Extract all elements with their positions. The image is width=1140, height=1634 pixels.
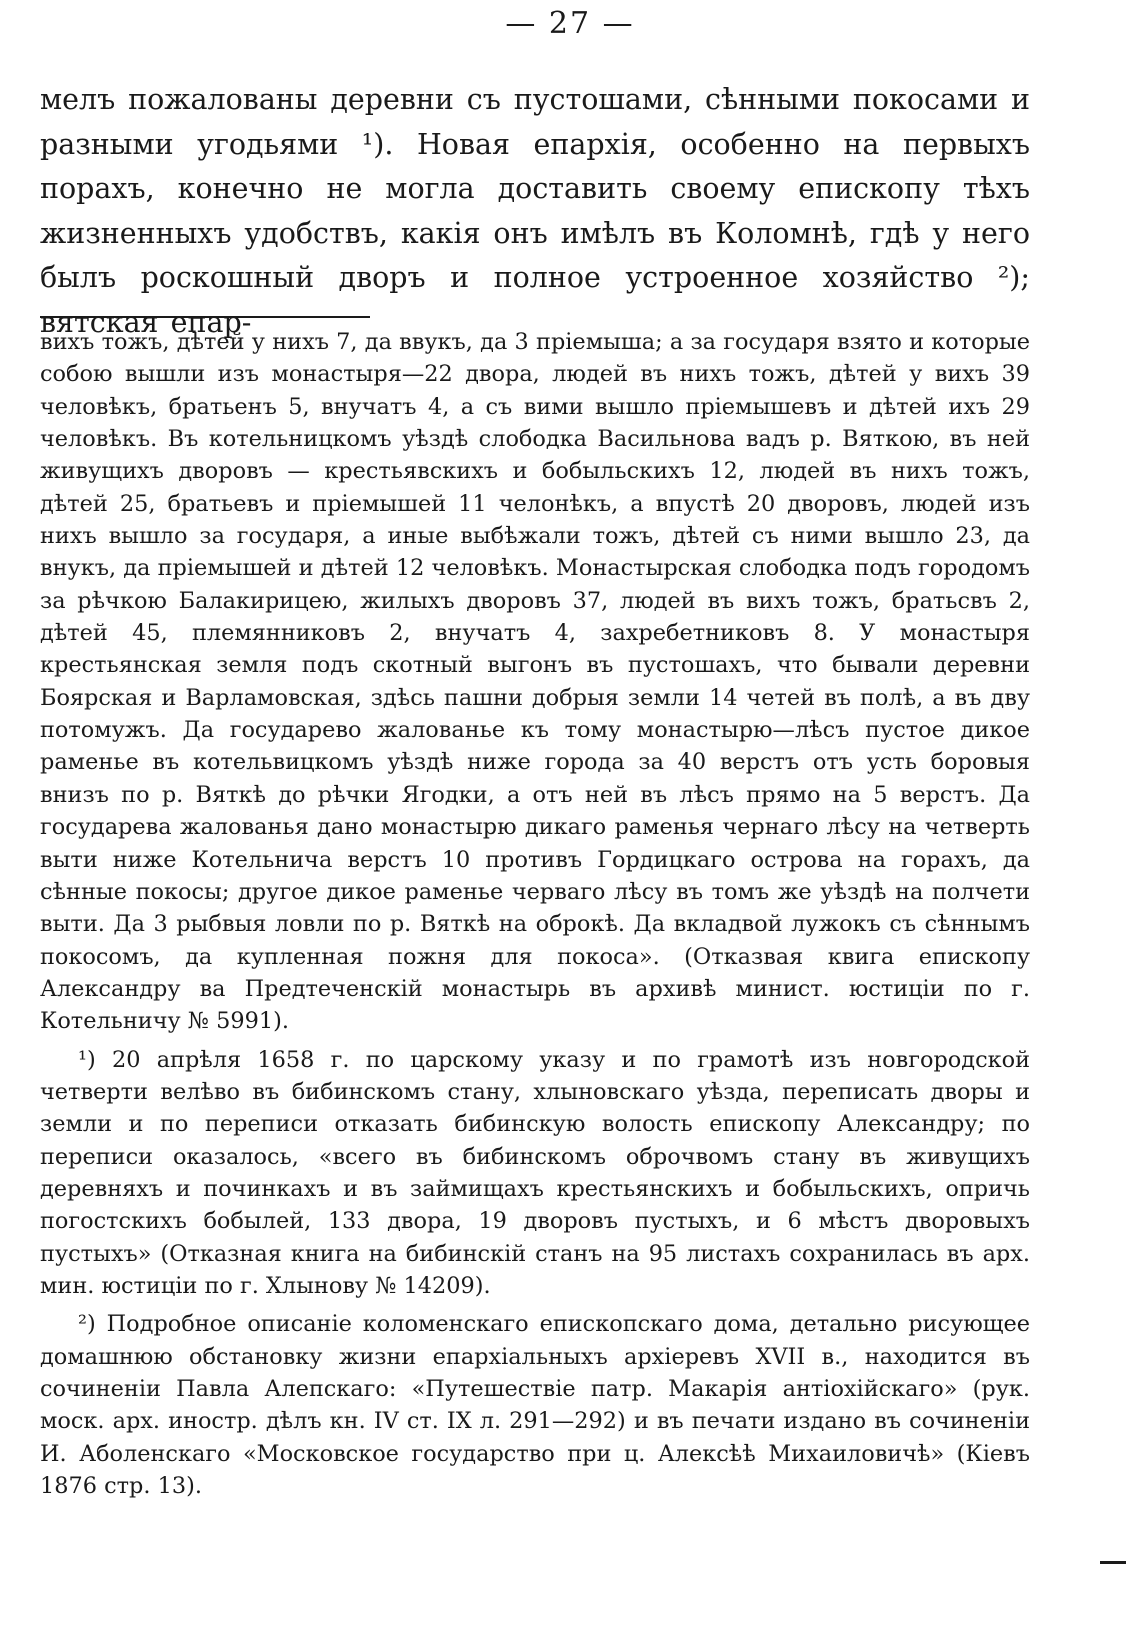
page-number: — 27 — bbox=[505, 6, 635, 41]
margin-mark bbox=[1100, 1561, 1126, 1564]
main-body-text: мелъ пожалованы деревни съ пустошами, сѣнными покосами и разными угодьями ¹). Новая епархія, особенно на первыхъ порахъ, конечно не могла доставить своему епископу тѣхъ жизненныхъ удобствъ, какія онъ имѣлъ въ Коломнѣ, гдѣ у него былъ роскошный дворъ и полное устроенное хозяйство ²); вятская епар- bbox=[40, 83, 1030, 339]
footnote-1-text: 20 апрѣля 1658 г. по царскому указу и по грамотѣ изъ новгородской четверти велѣво въ бибинскомъ стану, хлыновскаго уѣзда, переписать дворы и земли и по переписи отказать бибинскую волость епископу Александру; по переписи оказалось, «всего въ бибинскомъ оброчвомъ стану въ живущихъ деревняхъ и починкахъ и въ займищахъ крестьянскихъ и бобыльскихъ, опричь погостскихъ бобылей, 133 двора, 19 дворовъ пустыхъ, и 6 мѣстъ дворовыхъ пустыхъ» (Отказная книга на бибинскій станъ на 95 листахъ сохранилась въ арх. мин. юстиціи по г. Хлынову № 14209). bbox=[40, 1046, 1031, 1299]
footnotes bbox=[40, 326, 1030, 1502]
footnote-separator bbox=[40, 316, 370, 318]
footnote-2-marker: ²) bbox=[78, 1311, 96, 1338]
footnote-1 bbox=[40, 1044, 1030, 1303]
footnote-2-text: Подробное описаніе коломенскаго епископскаго дома, детально рисующее домашнюю обстановку жизни епархіальныхъ архіеревъ XVII в., находится въ сочиненіи Павла Алепскаго: «Путешествіе патр. Макарія антіохійскаго» (рук. моск. арх. иностр. дѣлъ кн. IV ст. IX л. 291—292) и въ печати издано въ сочиненіи И. Аболенскаго «Московское государство при ц. Алексѣѣ Михаиловичѣ» (Кіевъ 1876 стр. 13). bbox=[40, 1311, 1031, 1500]
footnote-continuation: вихъ тожъ, дѣтей у нихъ 7, да ввукъ, да 3 пріемыша; а за государя взято и которые собою вышли изъ монастыря—22 двора, людей въ нихъ тожъ, дѣтей у вихъ 39 человѣкъ, братьенъ 5, внучатъ 4, а съ вими вышло пріемышевъ и дѣтей ихъ 29 человѣкъ. Въ котельницкомъ уѣздѣ слободка Васильнова вадъ р. Вяткою, въ ней живущихъ дворовъ — крестьявскихъ и бобыльскихъ 12, людей въ нихъ тожъ, дѣтей 25, братьевъ и пріемышей 11 челонѣкъ, а впустѣ 20 дворовъ, людей изъ нихъ вышло за государя, а иные выбѣжали тожъ, дѣтей съ ними вышло 23, да внукъ, да пріемышей и дѣтей 12 человѣкъ. Монастырская слободка подъ городомъ за рѣчкою Балакирицею, жилыхъ дворовъ 37, людей въ вихъ тожъ, братьсвъ 2, дѣтей 45, племянниковъ 2, внучатъ 4, захребетниковъ 8. У монастыря крестьянская земля подъ скотный выгонъ въ пустошахъ, что бывали деревни Боярская и Варламовская, здѣсь пашни добрыя земли 14 четей въ полѣ, а въ дву потомужъ. Да государево жалованье къ тому монастырю—лѣсъ пустое дикое раменье въ котельвицкомъ уѣздѣ ниже города за 40 верстъ отъ усть боровыя внизъ по р. Вяткѣ до рѣчки Ягодки, а отъ ней въ лѣсъ прямо на 5 верстъ. Да государева жалованья дано монастырю дикаго раменья чернаго лѣсу на четверть выти ниже Котельнича верстъ 10 противъ Гордицкаго острова на горахъ, да сѣнные покосы; другое дикое раменье черваго лѣсу въ томъ же уѣздѣ на полчети выти. Да 3 рыбвыя ловли по р. Вяткѣ на оброкѣ. Да вкладвой лужокъ съ сѣннымъ покосомъ, да купленная пожня для покоса». (Отказвая квига епископу Александру ва Предтеченскій монастырь въ архивѣ минист. юстиціи по г. Котельничу № 5991). bbox=[40, 329, 1030, 1035]
footnote-2 bbox=[40, 1308, 1030, 1502]
footnote-1-marker: ¹) bbox=[78, 1046, 96, 1073]
